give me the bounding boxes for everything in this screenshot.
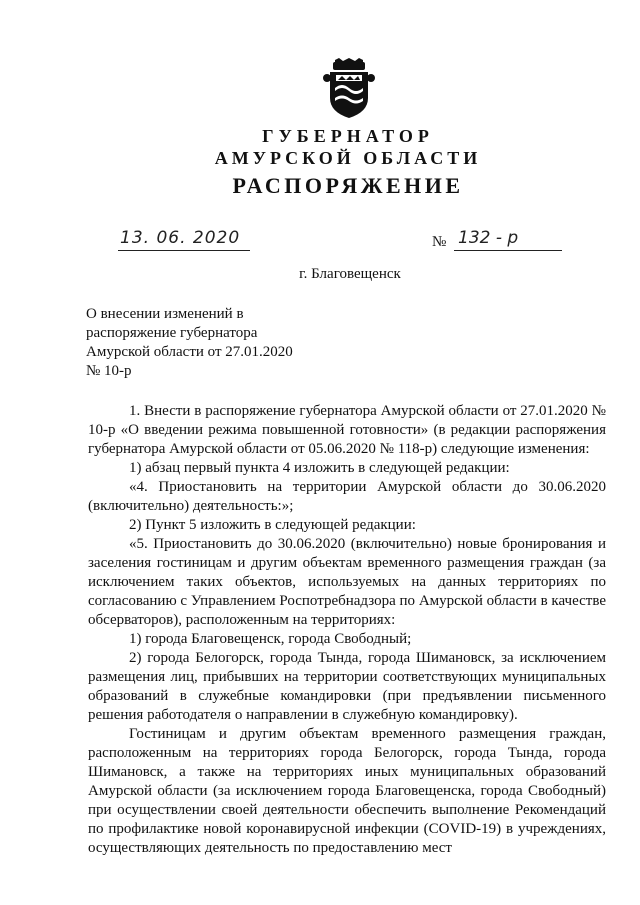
paragraph: 2) города Белогорск, города Тында, города Шимановск, за исключением размещения лиц, прибывших на территории соответствующих муниципальных образований в служебные командировки (при предъявлении письменного решения работодателя о направлении в служебную командировку). xyxy=(88,650,606,723)
governor-title: ГУБЕРНАТОР xyxy=(262,126,434,146)
paragraph: «5. Приостановить до 30.06.2020 (включительно) новые бронирования и заселения гостиницам и другим объектам временного размещения граждан (за исключением таких объектов, используемых на данных территориях по согласованию с Управлением Роспотребнадзора по Амурской области в качестве обсерваторов), расположенным на территориях: xyxy=(88,536,606,628)
coat-of-arms-emblem xyxy=(322,58,376,120)
region-title: АМУРСКОЙ ОБЛАСТИ xyxy=(214,148,482,168)
document-date: 13. 06. 2020 xyxy=(120,228,241,248)
number-underline xyxy=(454,250,562,251)
paragraph: 1) города Благовещенск, города Свободный; xyxy=(129,631,412,647)
paragraph: 1. Внести в распоряжение губернатора Амурской области от 27.01.2020 № 10-р «О введении режима повышенной готовности» (в редакции распоряжения губернатора Амурской области от 05.06.2020 № 118-р) следующие изменения: xyxy=(88,403,606,457)
subject-line: О внесении изменений в xyxy=(86,306,244,322)
city: г. Благовещенск xyxy=(299,266,401,282)
subject-line: распоряжение губернатора xyxy=(86,325,258,341)
number-sign: № xyxy=(432,234,447,250)
subject-line: Амурской области от 27.01.2020 xyxy=(86,344,293,360)
subject-block xyxy=(86,305,293,381)
document-type-title: РАСПОРЯЖЕНИЕ xyxy=(232,173,464,198)
paragraph: 2) Пункт 5 изложить в следующей редакции: xyxy=(129,517,416,533)
subject-line: № 10-р xyxy=(86,363,132,379)
paragraph: «4. Приостановить на территории Амурской области до 30.06.2020 (включительно) деятельность:»; xyxy=(88,479,606,514)
paragraph: Гостиницам и другим объектам временного размещения граждан, расположенным на территориях города Белогорск, города Тында, города Шимановск, а также на территориях иных муниципальных образований Амурской области (за исключением города Благовещенска, города Свободный) при осуществлении своей деятельности обеспечить выполнение Рекомендаций по профилактике новой коронавирусной инфекции (COVID-19) в учреждениях, осуществляющих деятельность по предоставлению мест xyxy=(88,726,606,856)
paragraph: 1) абзац первый пункта 4 изложить в следующей редакции: xyxy=(129,460,510,476)
document-body xyxy=(88,402,606,858)
document-number: 132 - р xyxy=(458,228,519,248)
date-underline xyxy=(118,250,250,251)
